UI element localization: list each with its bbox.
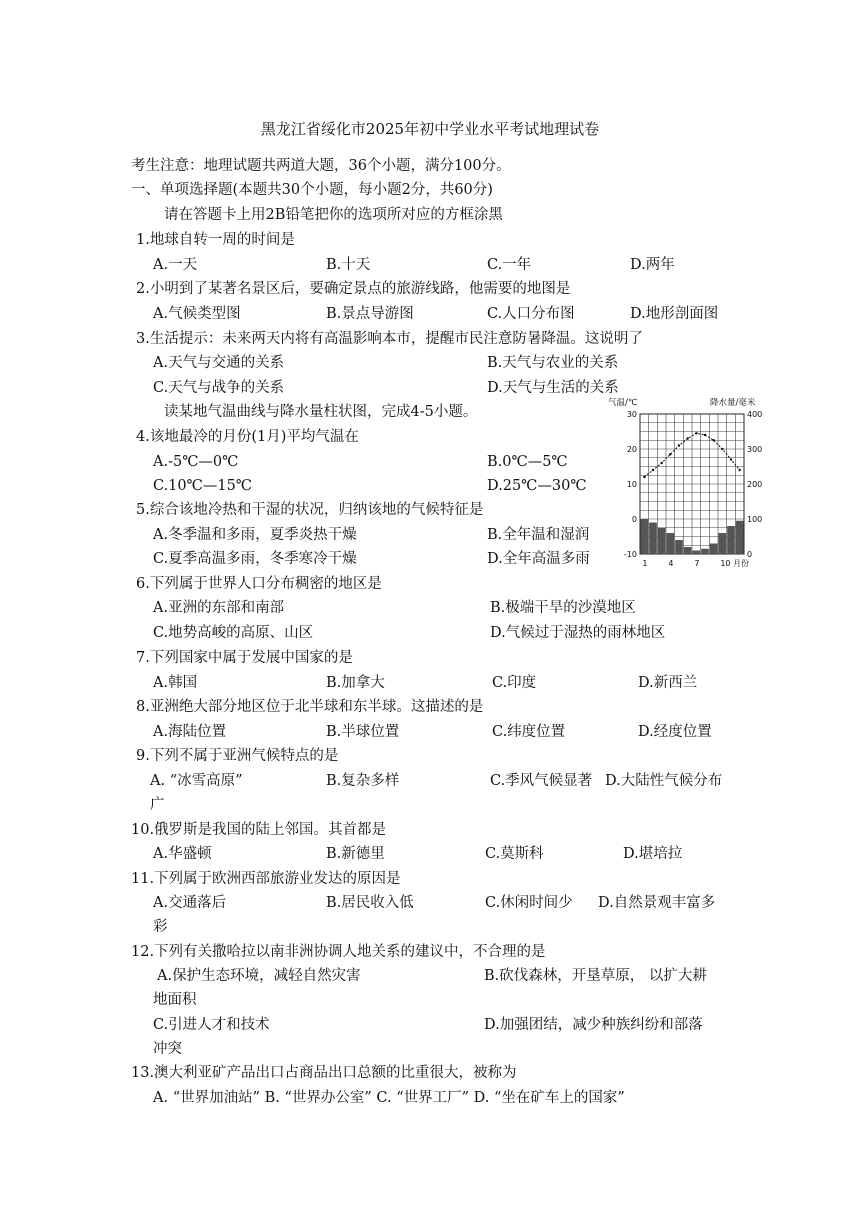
q6-option-c: C.地势高峻的高原、山区 [153,625,314,641]
precipitation-bar [693,551,701,555]
temperature-point [686,437,688,439]
q12-option-b-continued: 地面积 [153,992,197,1008]
temperature-point [660,462,662,464]
question-13-stem: 13.澳大利亚矿产品出口占商品出口总额的比重很大，被称为 [131,1065,517,1081]
question-9-stem: 9.下列不属于亚洲气候特点的是 [136,748,339,764]
question-3-stem: 3.生活提示：未来两天内将有高温影响本市，提醒市民注意防暑降温。这说明了 [136,331,643,347]
question-4-stem: 4.该地最冷的月份(1月)平均气温在 [136,429,359,445]
q11-option-a: A.交通落后 [153,895,227,911]
q3-option-c: C.天气与战争的关系 [153,380,285,396]
q10-option-b: B.新德里 [326,846,385,862]
q1-option-c: C.一年 [487,257,532,273]
q11-option-d-continued: 彩 [153,919,168,935]
q9-option-d-continued: 广 [150,797,165,813]
q6-option-a: A.亚洲的东部和南部 [153,600,285,616]
question-7-stem: 7.下列国家中属于发展中国家的是 [136,650,353,666]
exam-title: 黑龙江省绥化市2025年初中学业水平考试地理试卷 [260,120,600,138]
temperature-point [704,434,706,436]
q4-option-d: D.25℃—30℃ [487,478,587,494]
temperature-point [738,469,740,471]
q5-option-a: A.冬季温和多雨，夏季炎热干燥 [153,527,357,543]
precipitation-bar [710,544,718,555]
precipitation-bar [658,528,666,554]
precipitation-axis-label: 降水量/毫米 [710,398,756,408]
q9-option-a: A. “冰雪高原” [150,773,243,789]
precipitation-bar [727,526,735,554]
temperature-tick-label: 10 [626,480,637,489]
q2-option-d: D.地形剖面图 [630,306,719,322]
climate-chart [606,396,774,572]
q9-option-b: B.复杂多样 [326,773,400,789]
temperature-point [730,458,732,460]
q10-option-d: D.堪培拉 [623,846,683,862]
precipitation-bar [675,540,683,554]
question-1-stem: 1.地球自转一周的时间是 [136,232,295,248]
q1-option-a: A.一天 [153,257,198,273]
temperature-point [721,448,723,450]
question-10-stem: 10.俄罗斯是我国的陆上邻国。其首都是 [131,822,387,838]
q4-option-c: C.10℃—15℃ [153,478,253,494]
q4-option-b: B.0℃—5℃ [487,454,568,470]
question-5-stem: 5.综合该地冷热和干湿的状况，归纳该地的气候特征是 [136,502,484,518]
q8-option-b: B.半球位置 [326,724,400,740]
q10-option-c: C.莫斯科 [485,846,544,862]
question-8-stem: 8.亚洲绝大部分地区位于北半球和东半球。这描述的是 [136,699,484,715]
precipitation-tick-label: 0 [747,550,753,559]
q5-option-c: C.夏季高温多雨，冬季寒冷干燥 [153,551,357,567]
temperature-tick-label: 20 [626,445,637,454]
q11-option-d: D.自然景观丰富多 [598,895,716,911]
q2-option-c: C.人口分布图 [487,306,575,322]
temperature-point [678,444,680,446]
q12-option-a: A.保护生态环境，减轻自然灾害 [157,968,361,984]
q2-option-a: A.气候类型图 [153,306,241,322]
temperature-point [643,476,645,478]
temperature-tick-label: 0 [631,515,637,524]
month-tick-label: 10 月份 [720,559,750,568]
q11-option-b: B.居民收入低 [326,895,414,911]
precipitation-tick-label: 200 [747,480,763,489]
q8-option-c: C.纬度位置 [492,724,566,740]
temperature-tick-label: 30 [626,410,637,419]
q7-option-a: A.韩国 [153,675,198,691]
q11-option-c: C.休闲时间少 [485,895,573,911]
precipitation-bar [701,549,709,554]
precipitation-tick-label: 100 [747,515,763,524]
q7-option-d: D.新西兰 [638,675,698,691]
read-chart-instruction: 读某地气温曲线与降水量柱状图，完成4-5小题。 [164,404,478,420]
precipitation-bar [641,519,649,554]
candidate-notice: 考生注意：地理试题共两道大题，36个小题，满分100分。 [131,158,511,174]
section-heading: 一、单项选择题(本题共30个小题，每小题2分，共60分) [131,182,493,198]
q4-option-a: A.-5℃—0℃ [153,454,239,470]
q13-options: A. “世界加油站” B. “世界办公室” C. “世界工厂” D. “坐在矿车上的国家” [153,1090,625,1106]
q5-option-b: B.全年温和湿润 [487,527,590,543]
q8-option-d: D.经度位置 [638,724,712,740]
q12-option-d-continued: 冲突 [153,1041,182,1057]
q12-option-b: B.砍伐森林，开垦草原， 以扩大耕 [484,968,707,984]
q1-option-d: D.两年 [630,257,675,273]
precipitation-tick-label: 300 [747,445,763,454]
q3-option-a: A.天气与交通的关系 [153,355,285,371]
q9-option-d: D.大陆性气候分布 [605,773,723,789]
q8-option-a: A.海陆位置 [153,724,227,740]
q1-option-b: B.十天 [326,257,371,273]
q6-option-b: B.极端干旱的沙漠地区 [490,600,636,616]
precipitation-bar [667,533,675,554]
question-11-stem: 11.下列属于欧洲西部旅游业发达的原因是 [131,871,401,887]
q12-option-c: C.引进人才和技术 [153,1017,270,1033]
precipitation-bar [684,547,692,554]
month-tick-label: 1 [642,559,648,568]
temperature-point [695,432,697,434]
month-tick-label: 7 [694,559,700,568]
q6-option-d: D.气候过于湿热的雨林地区 [490,625,666,641]
temperature-axis-label: 气温/℃ [608,398,638,408]
answer-instruction: 请在答题卡上用2B铅笔把你的选项所对应的方框涂黑 [164,207,503,223]
question-2-stem: 2.小明到了某著名景区后，要确定景点的旅游线路，他需要的地图是 [136,281,571,297]
q10-option-a: A.华盛顿 [153,846,212,862]
q3-option-d: D.天气与生活的关系 [487,380,619,396]
q3-option-b: B.天气与农业的关系 [487,355,619,371]
temperature-point [712,439,714,441]
month-tick-label: 4 [668,559,674,568]
precipitation-bar [719,533,727,554]
temperature-tick-label: -10 [623,550,637,559]
precipitation-tick-label: 400 [747,410,763,419]
q7-option-b: B.加拿大 [326,675,385,691]
temperature-point [652,469,654,471]
temperature-point [669,453,671,455]
question-12-stem: 12.下列有关撒哈拉以南非洲协调人地关系的建议中，不合理的是 [131,944,546,960]
q12-option-d: D.加强团结，减少种族纠纷和部落 [484,1017,703,1033]
q5-option-d: D.全年高温多雨 [487,551,590,567]
question-6-stem: 6.下列属于世界人口分布稠密的地区是 [136,576,382,592]
precipitation-bar [649,523,657,555]
q7-option-c: C.印度 [492,675,537,691]
precipitation-bar [736,521,744,554]
q9-option-c: C.季风气候显著 [490,773,593,789]
q2-option-b: B.景点导游图 [326,306,414,322]
